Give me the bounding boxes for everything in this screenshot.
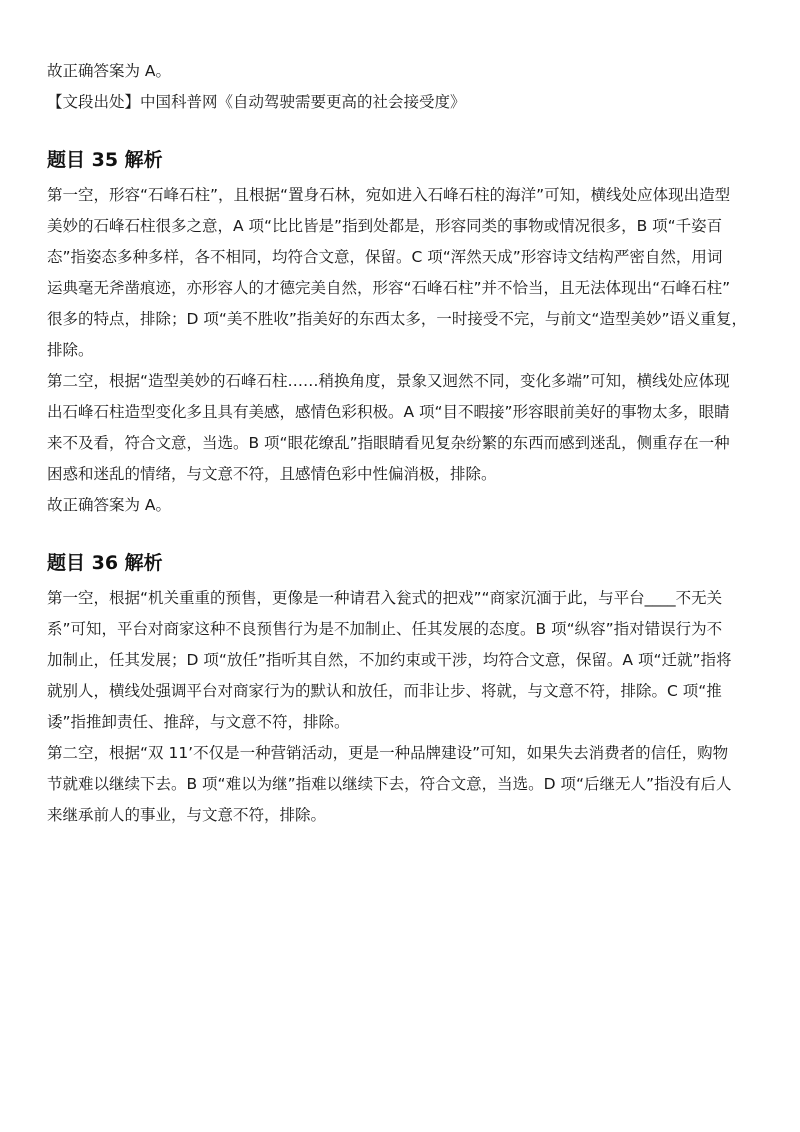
paragraph-36-second-blank [47,738,754,831]
answer-line-35 [47,490,754,521]
text-line: 态”指姿态多种多样，各不相同，均符合文意，保留。C 项“浑然天成”形容诗文结构严密自然，用词 [47,248,723,266]
text-line: 第二空，根据“造型美妙的石峰石柱……稍换角度，景象又迥然不同，变化多端”可知，横线处应体现 [47,372,730,390]
text-line: 出石峰石柱造型变化多且具有美感，感情色彩积极。A 项“目不暇接”形容眼前美好的事物太多，眼睛 [47,403,730,421]
text-line: 排除。 [47,341,94,359]
text-line: 系”可知，平台对商家这种不良预售行为是不加制止、任其发展的态度。B 项“纵容”指对错误行为不 [47,620,723,638]
text-line: 节就难以继续下去。B 项“难以为继”指难以继续下去，符合文意，当选。D 项“后继无人”指没有后人 [47,775,732,793]
text-line: 美妙的石峰石柱很多之意，A 项“比比皆是”指到处都是，形容同类的事物或情况很多，B 项“千姿百 [47,217,723,235]
text-line: 第一空，形容“石峰石柱”，且根据“置身石林，宛如进入石峰石柱的海洋”可知，横线处应体现出造型 [47,186,731,204]
text-line: 来不及看，符合文意，当选。B 项“眼花缭乱”指眼睛看见复杂纷繁的东西而感到迷乱，侧重存在一种 [47,434,730,452]
text-line: 困惑和迷乱的情绪，与文意不符，且感情色彩中性偏消极，排除。 [47,465,497,483]
text-line: 很多的特点，排除；D 项“美不胜收”指美好的东西太多，一时接受不完，与前文“造型美妙”语义重复， [47,310,747,328]
text-line: 【文段出处】中国科普网《自动驾驶需要更高的社会接受度》 [47,93,466,111]
text-line: 故正确答案为 A。 [47,62,172,80]
section-heading-35: 题目 35 解析 [47,149,163,171]
paragraph-36-first-blank [47,583,754,738]
section-heading-36: 题目 36 解析 [47,552,163,574]
text-line: 第一空，根据“机关重重的预售，更像是一种请君入瓮式的把戏”“商家沉湎于此，与平台____不无关 [47,589,723,607]
text-line: 第二空，根据“双 11’不仅是一种营销活动，更是一种品牌建设”可知，如果失去消费者的信任，购物 [47,744,729,762]
paragraph-35-first-blank [47,180,754,366]
text-line: 来继承前人的事业，与文意不符，排除。 [47,806,327,824]
text-line: 就别人，横线处强调平台对商家行为的默认和放任，而非让步、将就，与文意不符，排除。C 项“推 [47,682,722,700]
source-line [47,87,754,118]
answer-line-top [47,56,754,87]
text-line: 故正确答案为 A。 [47,496,172,514]
text-line: 运典毫无斧凿痕迹，亦形容人的才德完美自然，形容“石峰石柱”并不恰当，且无法体现出“石峰石柱” [47,279,731,297]
text-line: 加制止，任其发展；D 项“放任”指听其自然，不加约束或干涉，均符合文意，保留。A 项“迁就”指将 [47,651,732,669]
text-line: 诿”指推卸责任、推辞，与文意不符，排除。 [47,713,350,731]
paragraph-35-second-blank [47,366,754,490]
